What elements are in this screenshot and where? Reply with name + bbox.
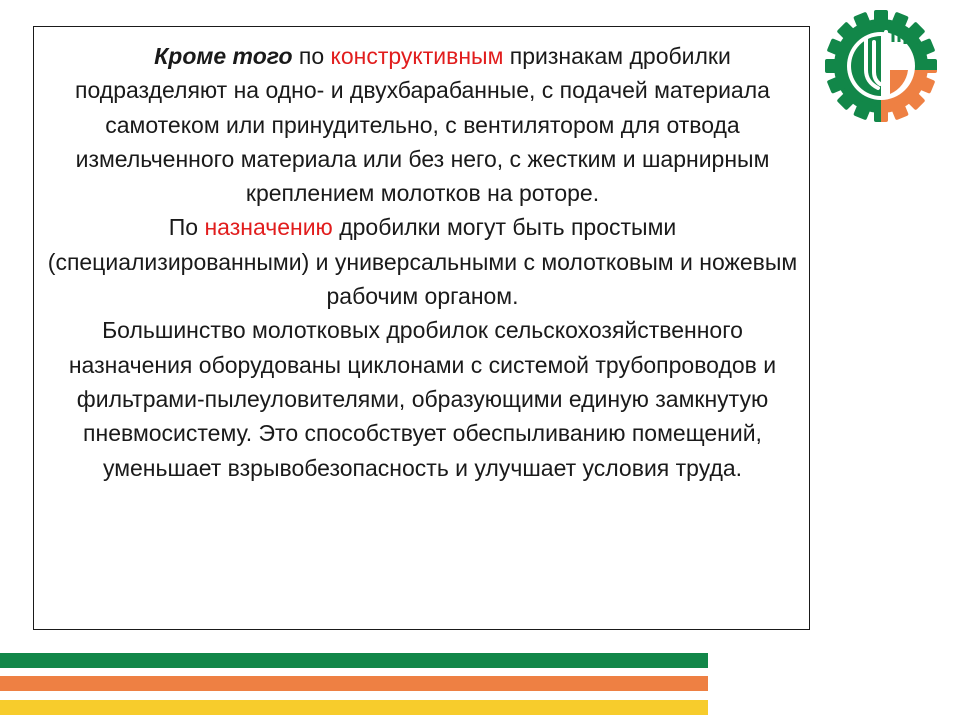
orange-stripe (0, 676, 708, 691)
paragraph-text: По (168, 214, 205, 241)
content-text-box (33, 26, 810, 630)
paragraph-pneumosystem: Большинство молотковых дробилок сельскохозяйственного назначения оборудованы циклонами с системой трубопроводов и фильтрами-пылеуловителями, образующими единую замкнутую пневмосистему. Это способствует обеспыливанию помещений, уменьшает взрывобезопасность и улучшает условия труда. (68, 317, 777, 481)
lead-in-phrase: Кроме того (154, 43, 293, 69)
paragraph-construction (38, 39, 807, 210)
content-text (38, 39, 807, 485)
paragraph-text: дробилки могут быть простыми (специализированными) и универсальными с молотковым и ножевым рабочим органом. (47, 214, 798, 310)
paragraph-text: признакам дробилки подразделяют на одно- и двухбарабанные, с подачей материала самотеком или принудительно, с вентилятором для отвода измельченного материала или без него, с жестким и шарнирным креплением молотков на роторе. (75, 43, 770, 207)
keyword-highlight: назначению (204, 214, 333, 241)
logo-graphic (820, 8, 942, 124)
yellow-stripe (0, 700, 708, 715)
paragraph-purpose (38, 210, 807, 313)
keyword-highlight: конструктивным (330, 43, 504, 69)
paragraph-text: по (292, 43, 331, 69)
gear-wheat-logo-icon (820, 8, 942, 124)
green-stripe (0, 653, 708, 668)
